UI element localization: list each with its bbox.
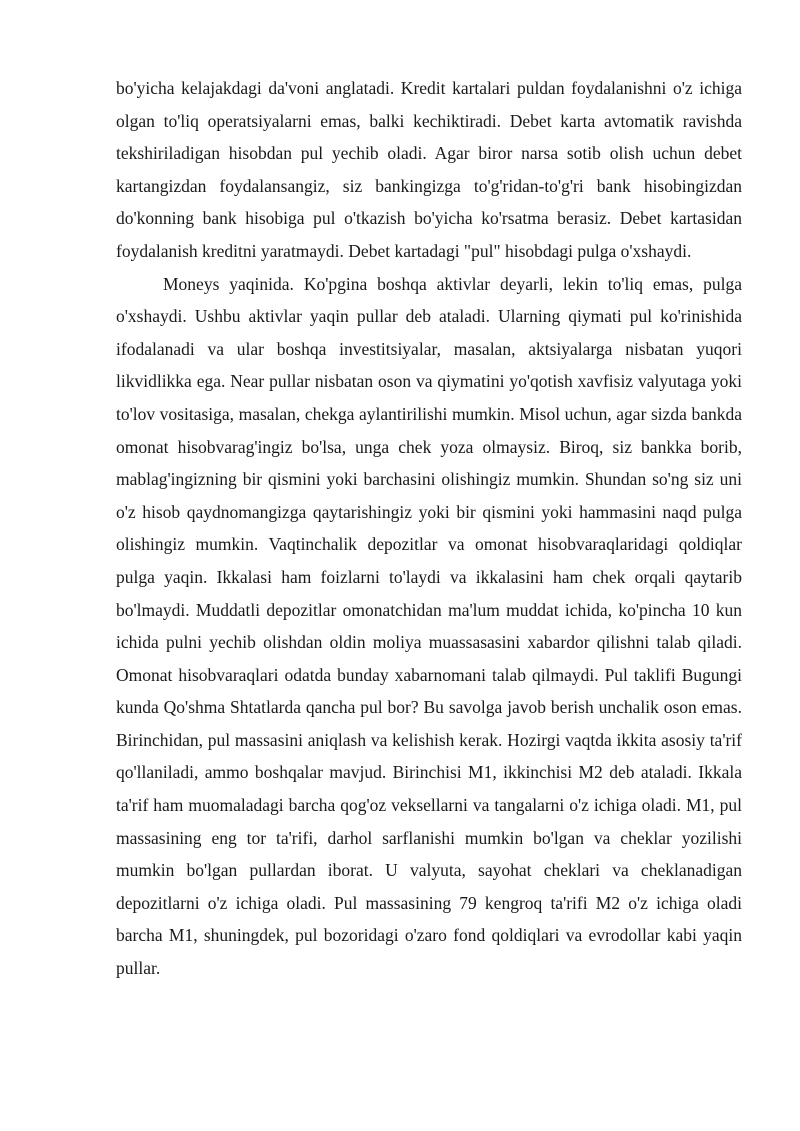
body-text — [116, 72, 742, 985]
paragraph-continuation: bo'yicha kelajakdagi da'voni anglatadi. Kredit kartalari puldan foydalanishni o'z ichiga olgan to'liq operatsiyalarni emas, balki kechiktiradi. Debet karta avtomatik ravishda tekshiriladigan hisobdan pul yechib oladi. Agar biror narsa sotib olish uchun debet kartangizdan foydalansangiz, siz bankingizga to'g'ridan-to'g'ri bank hisobingizdan do'konning bank hisobiga pul o'tkazish bo'yicha ko'rsatma berasiz. Debet kartasidan foydalanish kreditni yaratmaydi. Debet kartadagi "pul" hisobdagi pulga o'xshaydi. — [116, 78, 742, 261]
paragraph-near-money: Moneys yaqinida. Ko'pgina boshqa aktivlar deyarli, lekin to'liq emas, pulga o'xshaydi. Ushbu aktivlar yaqin pullar deb ataladi. Ularning qiymati pul ko'rinishida ifodalanadi va ular boshqa investitsiyalar, masalan, aktsiyalarga nisbatan yuqori likvidlikka ega. Near pullar nisbatan oson va qiymatini yo'qotish xavfisiz valyutaga yoki to'lov vositasiga, masalan, chekga aylantirilishi mumkin. Misol uchun, agar sizda bankda omonat hisobvarag'ingiz bo'lsa, unga chek yoza olmaysiz. Biroq, siz bankka borib, mablag'ingizning bir qismini yoki barchasini olishingiz mumkin. Shundan so'ng siz uni o'z hisob qaydnomangizga qaytarishingiz yoki bir qismini yoki hammasini naqd pulga olishingiz mumkin. Vaqtinchalik depozitlar va omonat hisobvaraqlaridagi qoldiqlar pulga yaqin. Ikkalasi ham foizlarni to'laydi va ikkalasini ham chek orqali qaytarib bo'lmaydi. Muddatli depozitlar omonatchidan ma'lum muddat ichida, ko'pincha 10 kun ichida pulni yechib olishdan oldin moliya muassasasini xabardor qilishni talab qiladi. Omonat hisobvaraqlari odatda bunday xabarnomani talab qilmaydi. Pul taklifi Bugungi kunda Qo'shma Shtatlarda qancha pul bor? Bu savolga javob berish unchalik oson emas. Birinchidan, pul massasini aniqlash va kelishish kerak. Hozirgi vaqtda ikkita asosiy ta'rif qo'llaniladi, ammo boshqalar mavjud. Birinchisi M1, ikkinchisi M2 deb ataladi. Ikkala ta'rif ham muomaladagi barcha qog'oz veksellarni va tangalarni o'z ichiga oladi. M1, pul massasining eng tor ta'rifi, darhol sarflanishi mumkin bo'lgan va cheklar yozilishi mumkin bo'lgan pullardan iborat. U valyuta, sayohat cheklari va cheklanadigan depozitlarni o'z ichiga oladi. Pul massasining 79 kengroq ta'rifi M2 o'z ichiga oladi barcha M1, shuningdek, pul bozoridagi o'zaro fond qoldiqlari va evrodollar kabi yaqin pullar. — [116, 273, 742, 979]
